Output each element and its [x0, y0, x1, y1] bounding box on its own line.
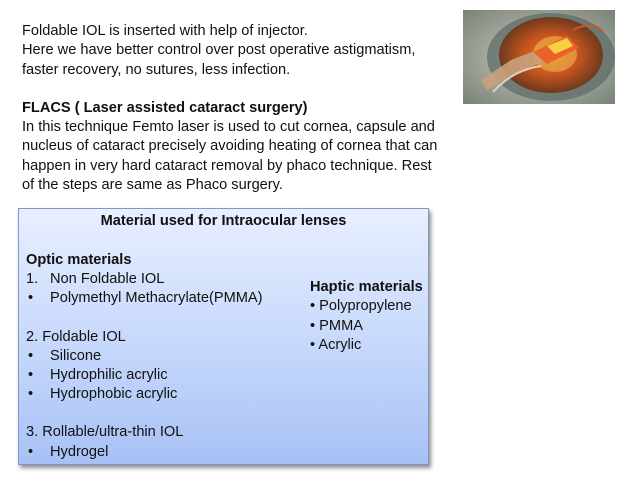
list-number: 1. — [26, 271, 39, 288]
box-title: Material used for Intraocular lenses — [100, 213, 347, 229]
material-item: Polypropylene — [319, 298, 412, 315]
list-item — [26, 289, 262, 308]
material-item: PMMA — [319, 317, 363, 334]
material-item: Acrylic — [318, 336, 362, 353]
bullet: • — [28, 290, 34, 307]
optic-materials — [26, 251, 262, 462]
group1-label: Non Foldable IOL — [50, 271, 165, 288]
material-item: Hydrophilic acrylic — [50, 367, 168, 384]
flacs-line: happen in very hard cataract removal by phaco technique. Rest — [22, 157, 432, 174]
haptic-materials — [310, 278, 423, 355]
flacs-line: of the steps are same as Phaco surgery. — [22, 177, 283, 194]
bullet: • — [28, 347, 34, 364]
bullet: • — [28, 386, 34, 403]
list-item — [26, 443, 262, 462]
flacs-line: nucleus of cataract precisely avoiding heating of cornea that can — [22, 138, 438, 155]
list-item — [26, 270, 262, 289]
bullet: • — [310, 298, 316, 315]
bullet: • — [310, 336, 316, 353]
material-item: Silicone — [50, 347, 102, 364]
bullet: • — [28, 367, 34, 384]
material-item: Hydrogel — [50, 443, 109, 460]
list-item — [26, 347, 262, 366]
group3-label: 3. Rollable/ultra-thin IOL — [26, 424, 184, 441]
bullet: • — [310, 317, 316, 334]
intro-line: faster recovery, no sutures, less infection. — [22, 61, 291, 78]
material-item: Hydrophobic acrylic — [50, 386, 178, 403]
bullet: • — [28, 443, 34, 460]
iol-materials-box — [18, 208, 429, 465]
intro-text — [22, 22, 452, 195]
group2-label: 2. Foldable IOL — [26, 328, 126, 345]
intro-line: Foldable IOL is inserted with help of injector. — [22, 23, 308, 39]
list-item — [310, 297, 423, 316]
flacs-heading: FLACS ( Laser assisted cataract surgery) — [22, 99, 308, 116]
list-item — [310, 317, 423, 336]
material-item: Polymethyl Methacrylate(PMMA) — [50, 290, 263, 307]
list-item — [310, 336, 423, 355]
list-item — [26, 385, 262, 404]
list-item — [26, 366, 262, 385]
flacs-line: In this technique Femto laser is used to cut cornea, capsule and — [22, 119, 435, 136]
intro-line: Here we have better control over post operative astigmatism, — [22, 42, 416, 59]
optic-heading: Optic materials — [26, 252, 132, 268]
haptic-heading: Haptic materials — [310, 279, 423, 295]
eye-iol-injection-photo-icon — [463, 10, 615, 104]
